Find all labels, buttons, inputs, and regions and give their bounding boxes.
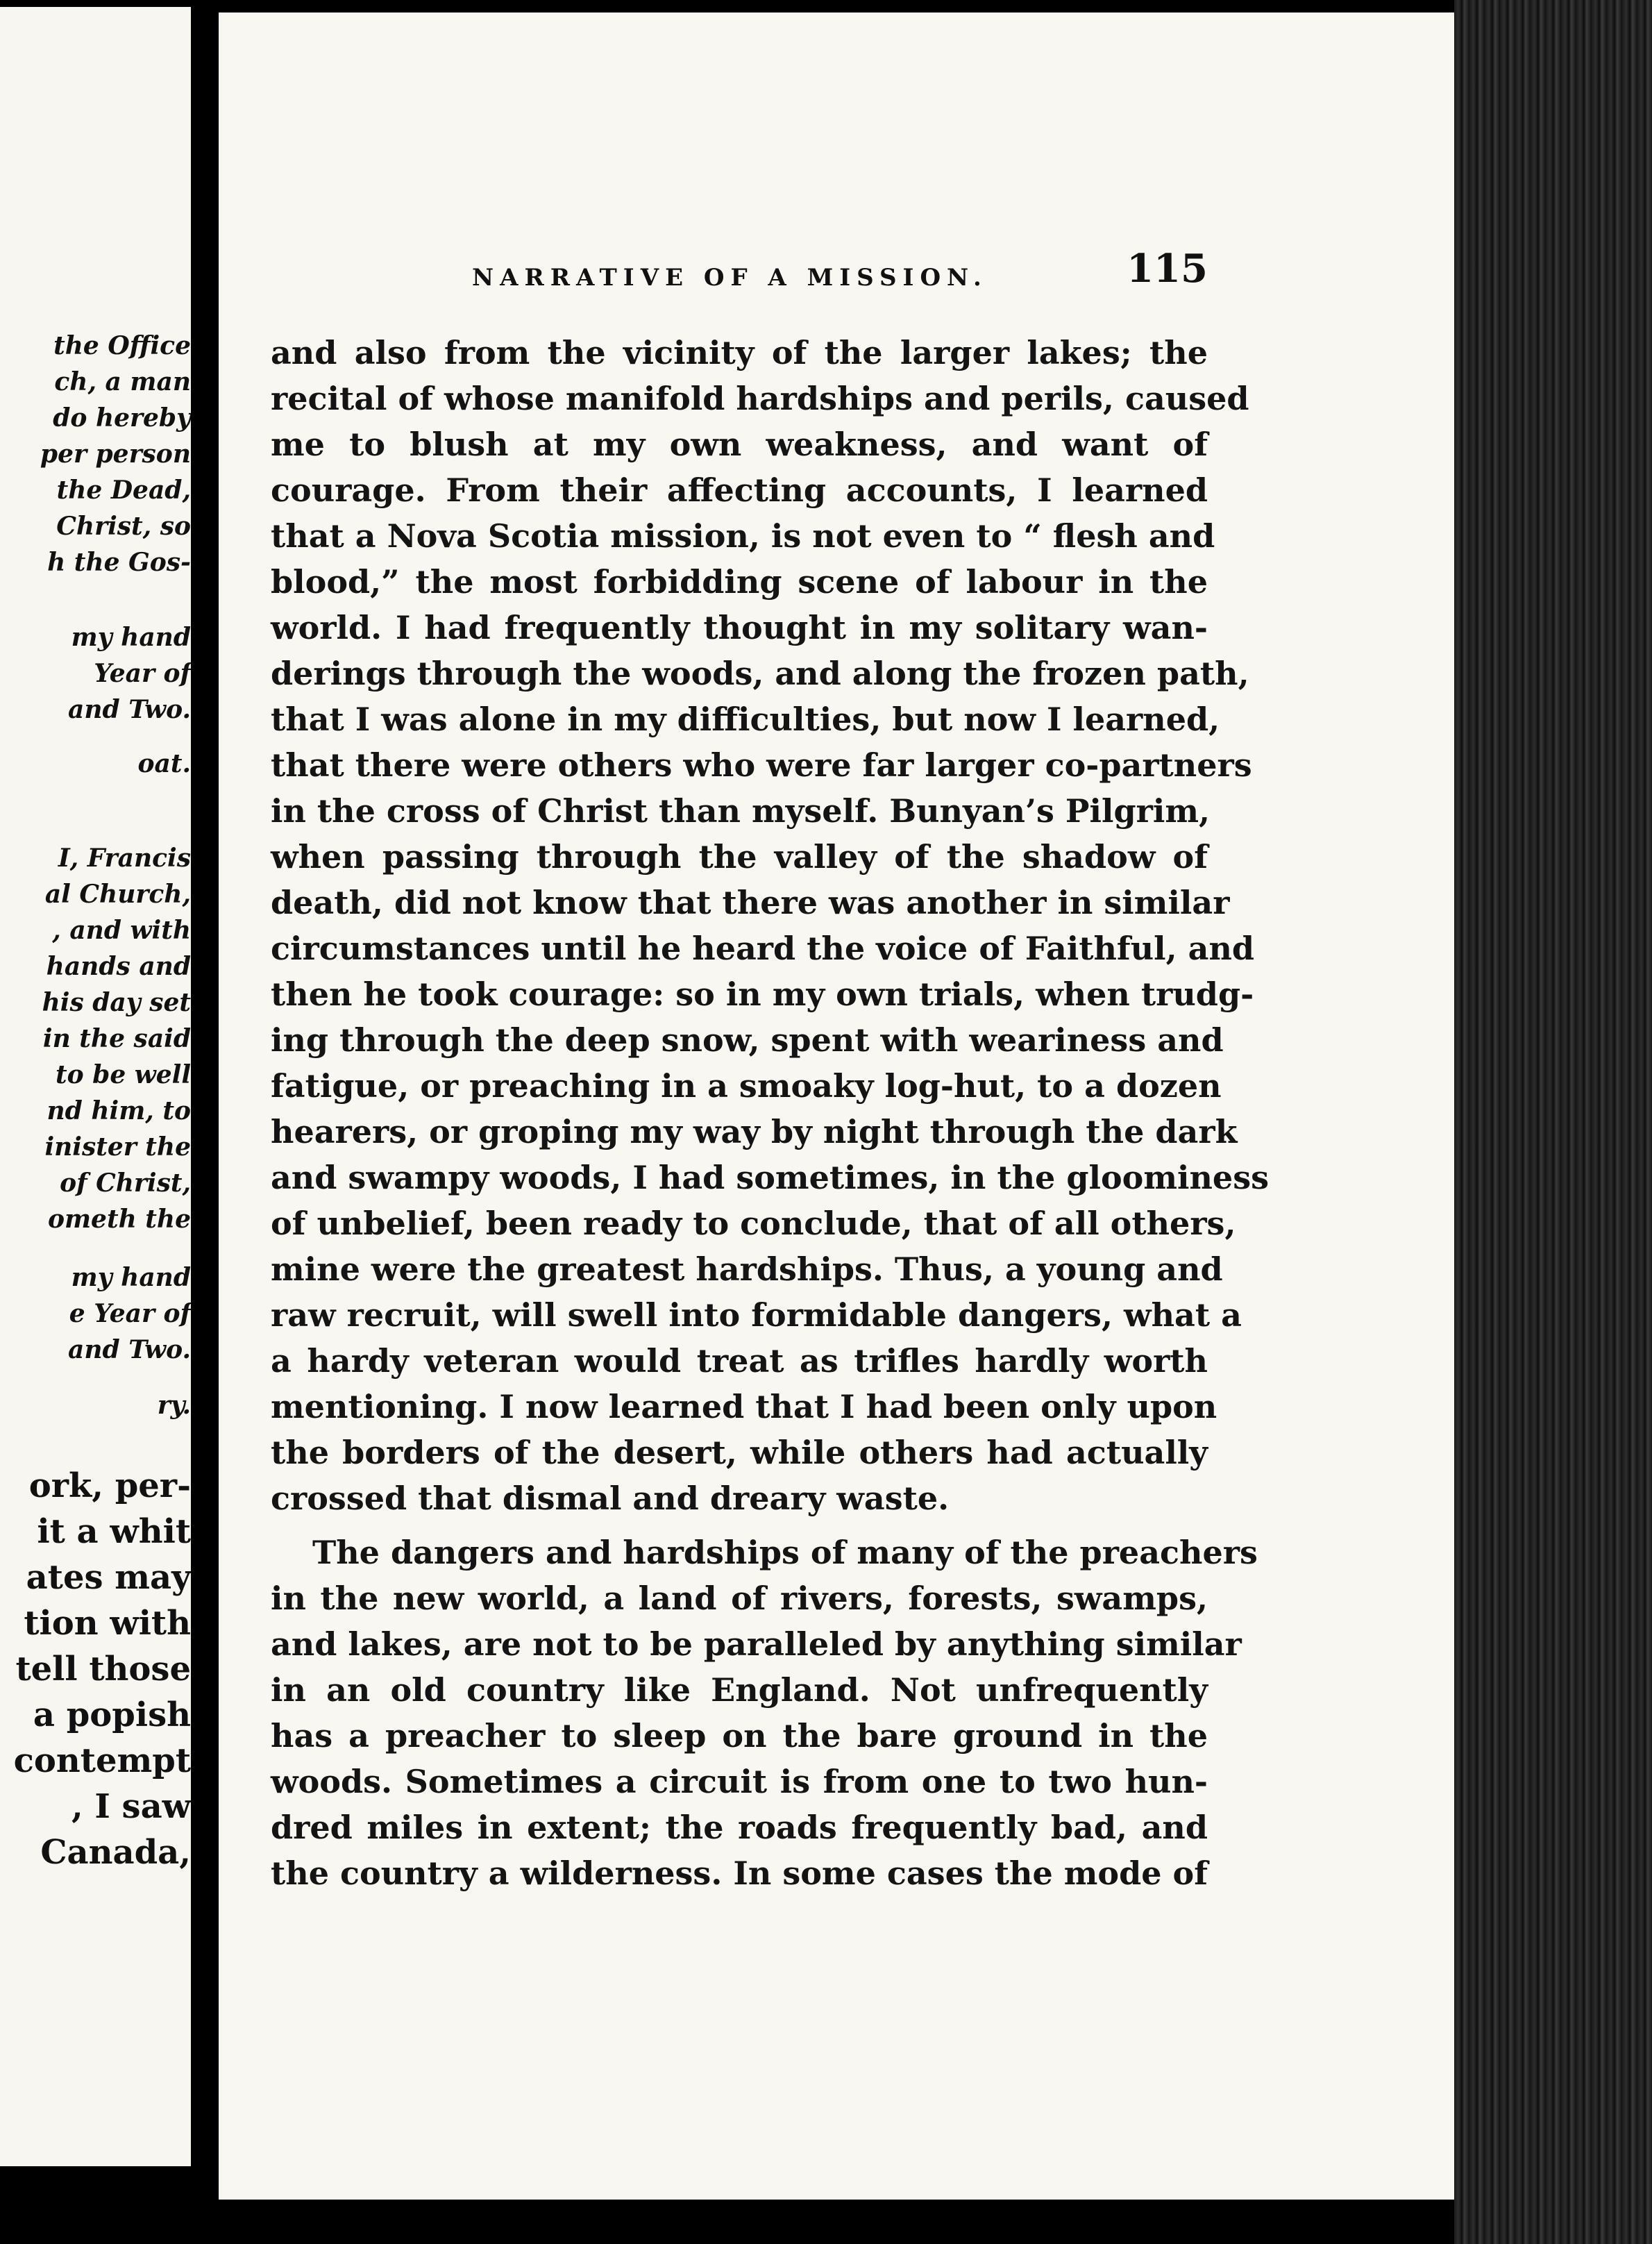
left-page-line: his day set xyxy=(42,988,191,1017)
left-page-line: , I saw xyxy=(71,1787,191,1826)
page-edges xyxy=(1454,0,1652,2244)
text-line: that there were others who were far larger co-partners xyxy=(271,746,1252,784)
left-page-line: al Church, xyxy=(44,880,191,909)
book-gutter xyxy=(191,0,219,2244)
left-page-line: tion with xyxy=(24,1604,191,1643)
text-line: blood,” the most forbidding scene of labour in the xyxy=(271,563,1208,601)
text-line: me to blush at my own weakness, and want of xyxy=(271,426,1208,463)
left-page-line: oat. xyxy=(137,749,191,778)
left-page-line: my hand xyxy=(71,623,191,652)
text-line: woods. Sometimes a circuit is from one to two hun- xyxy=(271,1763,1208,1800)
left-page-line: h the Gos- xyxy=(47,548,191,577)
text-line: dred miles in extent; the roads frequently bad, and xyxy=(271,1809,1208,1846)
page-number: 115 xyxy=(1127,246,1208,292)
left-page-line: my hand xyxy=(71,1263,191,1292)
text-line: and also from the vicinity of the larger lakes; the xyxy=(271,334,1208,371)
text-line: recital of whose manifold hardships and perils, caused xyxy=(271,380,1249,417)
left-page-line: tell those xyxy=(15,1650,191,1689)
left-page-line: per person xyxy=(40,439,191,469)
left-page-line: Year of xyxy=(94,659,191,688)
text-line: the borders of the desert, while others had actually xyxy=(271,1434,1208,1471)
text-line: world. I had frequently thought in my solitary wan- xyxy=(271,609,1208,646)
text-line: in the new world, a land of rivers, forests, swamps, xyxy=(271,1580,1208,1617)
text-line: derings through the woods, and along the frozen path, xyxy=(271,655,1249,692)
text-line: fatigue, or preaching in a smoaky log-hut, to a dozen xyxy=(271,1067,1222,1105)
left-page-line: contempt xyxy=(13,1741,191,1780)
text-line: mine were the greatest hardships. Thus, a young and xyxy=(271,1250,1223,1288)
left-page-line: a popish xyxy=(33,1695,191,1734)
left-page-line: ch, a man xyxy=(54,367,191,396)
text-line: the country a wilderness. In some cases the mode of xyxy=(271,1854,1208,1892)
text-line: ing through the deep snow, spent with weariness and xyxy=(271,1021,1224,1059)
text-line: has a preacher to sleep on the bare ground in the xyxy=(271,1717,1208,1755)
text-line: crossed that dismal and dreary waste. xyxy=(271,1480,950,1517)
text-line: of unbelief, been ready to conclude, that of all others, xyxy=(271,1205,1236,1242)
text-line: raw recruit, will swell into formidable dangers, what a xyxy=(271,1296,1242,1334)
left-page xyxy=(0,7,191,2166)
text-line: that a Nova Scotia mission, is not even to “ flesh and xyxy=(271,517,1215,555)
text-line: death, did not know that there was another in similar xyxy=(271,884,1230,921)
text-line: circumstances until he heard the voice of Faithful, and xyxy=(271,930,1255,967)
text-line: in the cross of Christ than myself. Bunyan’s Pilgrim, xyxy=(271,792,1211,830)
left-page-line: it a whit xyxy=(37,1512,191,1551)
left-page-line: to be well xyxy=(55,1060,191,1089)
running-head-title: NARRATIVE OF A MISSION. xyxy=(472,264,988,292)
left-page-line: the Dead, xyxy=(56,476,191,505)
left-page-line: ometh the xyxy=(47,1205,191,1234)
left-page-line: and Two. xyxy=(68,695,191,724)
left-page-line: and Two. xyxy=(68,1335,191,1364)
left-page-line: e Year of xyxy=(69,1299,191,1328)
running-head xyxy=(472,246,1208,292)
text-line: then he took courage: so in my own trials, when trudg- xyxy=(271,976,1254,1013)
text-line: when passing through the valley of the shadow of xyxy=(271,838,1208,876)
text-line: in an old country like England. Not unfrequently xyxy=(271,1671,1208,1709)
left-page-line: , and with xyxy=(52,916,191,945)
text-line: mentioning. I now learned that I had been only upon xyxy=(271,1388,1217,1425)
left-page-line: I, Francis xyxy=(58,844,191,873)
text-line: hearers, or groping my way by night through the dark xyxy=(271,1113,1238,1150)
left-page-line: nd him, to xyxy=(47,1096,191,1125)
left-page-line: ork, per- xyxy=(28,1466,191,1505)
left-page-line: Christ, so xyxy=(56,512,191,541)
left-page-line: ates may xyxy=(26,1558,191,1597)
text-line: The dangers and hardships of many of the preachers xyxy=(312,1534,1258,1571)
left-page-line: do hereby xyxy=(53,403,191,433)
text-line: a hardy veteran would treat as trifles hardly worth xyxy=(271,1342,1208,1380)
left-page-line: hands and xyxy=(46,952,191,981)
left-page-line: inister the xyxy=(44,1132,191,1162)
text-line: and swampy woods, I had sometimes, in the gloominess xyxy=(271,1159,1269,1196)
text-line: and lakes, are not to be paralleled by anything similar xyxy=(271,1625,1242,1663)
left-page-line: Canada, xyxy=(40,1833,191,1872)
left-page-line: ry. xyxy=(157,1391,191,1420)
text-line: courage. From their affecting accounts, I learned xyxy=(271,471,1208,509)
text-line: that I was alone in my difficulties, but now I learned, xyxy=(271,701,1220,738)
left-page-line: of Christ, xyxy=(60,1169,191,1198)
left-page-line: the Office xyxy=(53,331,191,360)
left-page-line: in the said xyxy=(42,1024,191,1053)
